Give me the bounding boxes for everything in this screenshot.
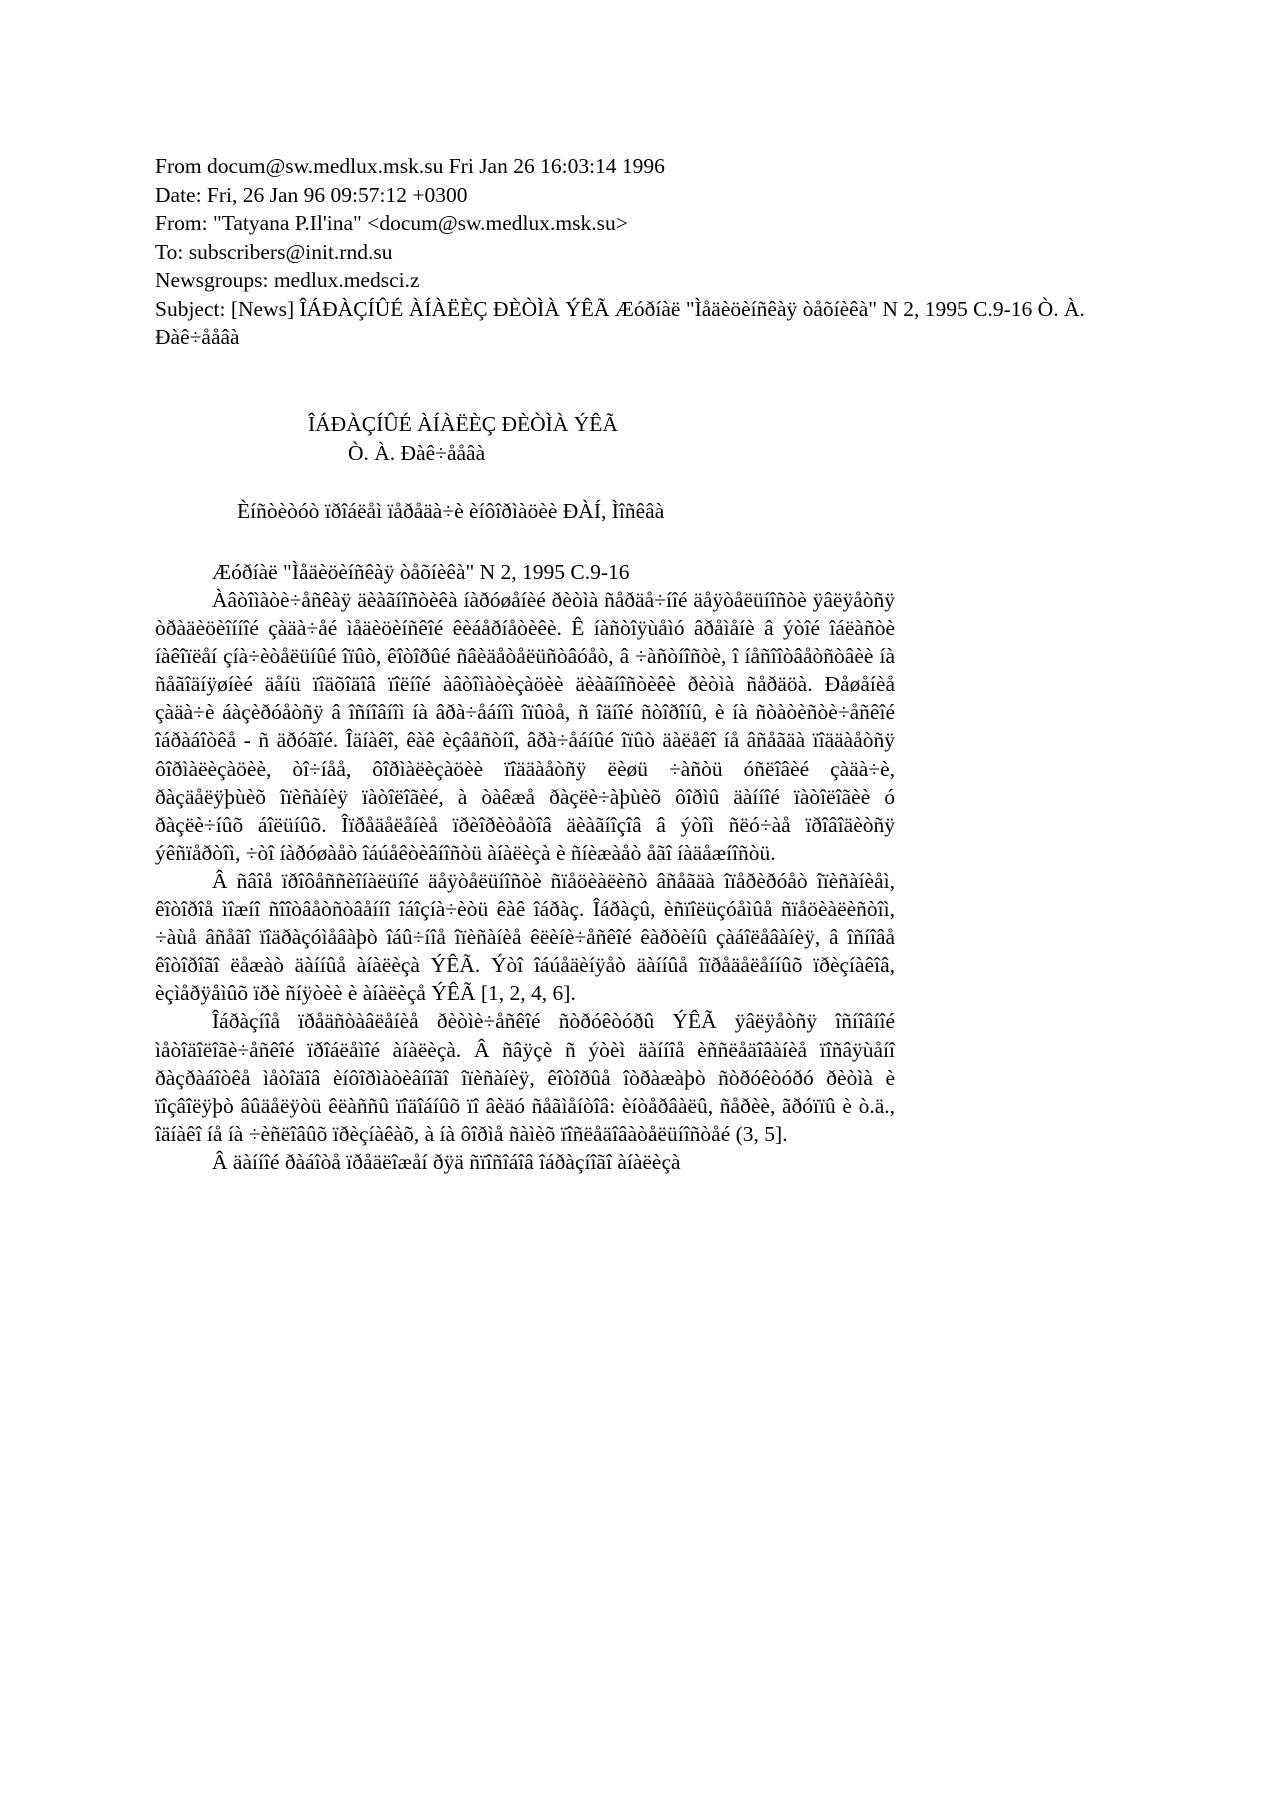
body-paragraph: Àâòîìàòè÷åñêàÿ äèàãíîñòèêà íàðóøåíèé ðèòìà ñåðäå÷íîé äåÿòåëüíîñòè ÿâëÿåòñÿ òðàäèöèîííîé çàäà÷åé ìåäèöèíñêîé êèáåðíåòèêè. Ê íàñòîÿùåìó âðåìåíè â ýòîé îáëàñòè íàêîïëåí çíà÷èòåëüíûé îïûò, êîòîðûé ñâèäåòåëüñòâóåò, â ÷àñòíîñòè, î íåñîîòâåòñòâèè íà ñåãîäíÿøíèé äåíü ïîäõîäîâ ïîëíîé àâòîìàòèçàöèè äèàãíîñòèêè ðèòìà ñåðäöà. Ðåøåíèå çàäà÷è áàçèðóåòñÿ â îñíîâíîì íà âðà÷åáíîì îïûòå, ñ îäíîé ñòîðîíû, è íà ñòàòèñòè÷åñêîé îáðàáîòêå - ñ äðóãîé. Îäíàêî, êàê èçâåñòíî, âðà÷åáíûé îïûò äàëåêî íå âñåãäà ïîääàåòñÿ ôîðìàëèçàöèè, òî÷íåå, ôîðìàëèçàöèè ïîääàåòñÿ ëèøü ÷àñòü óñëîâèé çàäà÷è, ðàçäåëÿþùèõ îïèñàíèÿ ïàòîëîãèé, à òàêæå ðàçëè÷àþùèõ ôîðìû äàííîé ïàòîëîãèè ó ðàçëè÷íûõ áîëüíûõ. Îïðåäåëåíèå ïðèîðèòåòîâ äèàãíîçîâ â ýòîì ñëó÷àå ïðîâîäèòñÿ ýêñïåðòîì, ÷òî íàðóøàåò îáúåêòèâíîñòü àíàëèçà è ñíèæàåò åãî íàäåæíîñòü. bbox=[155, 588, 895, 865]
header-from-name-line: From: "Tatyana P.Il'ina" <docum@sw.medlux.msk.su> bbox=[155, 211, 628, 235]
body-paragraph: Â äàííîé ðàáîòå ïðåäëîæåí ðÿä ñïîñîáîâ îáðàçíîãî àíàëèçà bbox=[212, 1149, 681, 1174]
header-newsgroups-line: Newsgroups: medlux.medsci.z bbox=[155, 268, 420, 292]
header-subject-line: Subject: [News] ÎÁÐÀÇÍÛÉ ÀÍÀËÈÇ ÐÈÒÌÀ ÝÊÃ Æóðíàë "Ìåäèöèíñêàÿ òåõíèêà" N 2, 1995 C.9-16 Ò. À. Ðàê÷ååâà bbox=[155, 296, 1085, 349]
header-date-line: Date: Fri, 26 Jan 96 09:57:12 +0300 bbox=[155, 182, 468, 207]
header-to-line: To: subscribers@init.rnd.su bbox=[155, 239, 393, 264]
article-author: Ò. À. Ðàê÷ååâà bbox=[348, 441, 486, 465]
header-from-line: From docum@sw.medlux.msk.su Fri Jan 26 16:03:14 1996 bbox=[155, 154, 665, 178]
article-affiliation: Èíñòèòóò ïðîáëåì ïåðåäà÷è èíôîðìàöèè ÐÀÍ, Ìîñêâà bbox=[237, 499, 665, 523]
article-body bbox=[155, 586, 895, 1176]
article-source: Æóðíàë "Ìåäèöèíñêàÿ òåõíèêà" N 2, 1995 C.9-16 bbox=[212, 560, 630, 584]
body-paragraph: Îáðàçíîå ïðåäñòàâëåíèå ðèòìè÷åñêîé ñòðóêòóðû ÝÊÃ ÿâëÿåòñÿ îñíîâíîé ìåòîäîëîãè÷åñêîé ïðîáëåìîé àíàëèçà. Â ñâÿçè ñ ýòèì äàííîå èññëåäîâàíèå ïîñâÿùåíî ðàçðàáîòêå ìåòîäîâ èíôîðìàòèâíîãî îïèñàíèÿ, êîòîðûå îòðàæàþò ñòðóêòóðó ðèòìà è ïîçâîëÿþò âûäåëÿòü êëàññû ïîäîáíûõ ïî âèäó ñåãìåíòîâ: èíòåðâàëû, ñåðèè, ãðóïïû è ò.ä., îäíàêî íå íà ÷èñëîâûõ ïðèçíàêàõ, à íà ôîðìå ñàìèõ ïîñëåäîâàòåëüíîñòåé (3, 5]. bbox=[155, 1009, 895, 1146]
email-headers bbox=[155, 152, 1115, 352]
body-paragraph: Â ñâîå ïðîôåññèîíàëüíîé äåÿòåëüíîñòè ñïåöèàëèñò âñåãäà îïåðèðóåò îïèñàíèåì, êîòîðîå ìîæíî ñîîòâåòñòâåííî îáîçíà÷èòü êàê îáðàç. Îáðàçû, èñïîëüçóåìûå ñïåöèàëèñòîì, ÷àùå âñåãî ïîäðàçóìåâàþò îáû÷íîå îïèñàíèå êëèíè÷åñêîé êàðòèíû çàáîëåâàíèÿ, â îñíîâå êîòîðîãî ëåæàò äàííûå àíàëèçà ÝÊÃ. Ýòî îáúåäèíÿåò äàííûå îïðåäåëåííûõ ïðèçíàêîâ, èçìåðÿåìûõ ïðè ñíÿòèè è àíàëèçå ÝÊÃ [1, 2, 4, 6]. bbox=[155, 868, 895, 1006]
article-title: ÎÁÐÀÇÍÛÉ ÀÍÀËÈÇ ÐÈÒÌÀ ÝÊÃ bbox=[308, 412, 618, 436]
